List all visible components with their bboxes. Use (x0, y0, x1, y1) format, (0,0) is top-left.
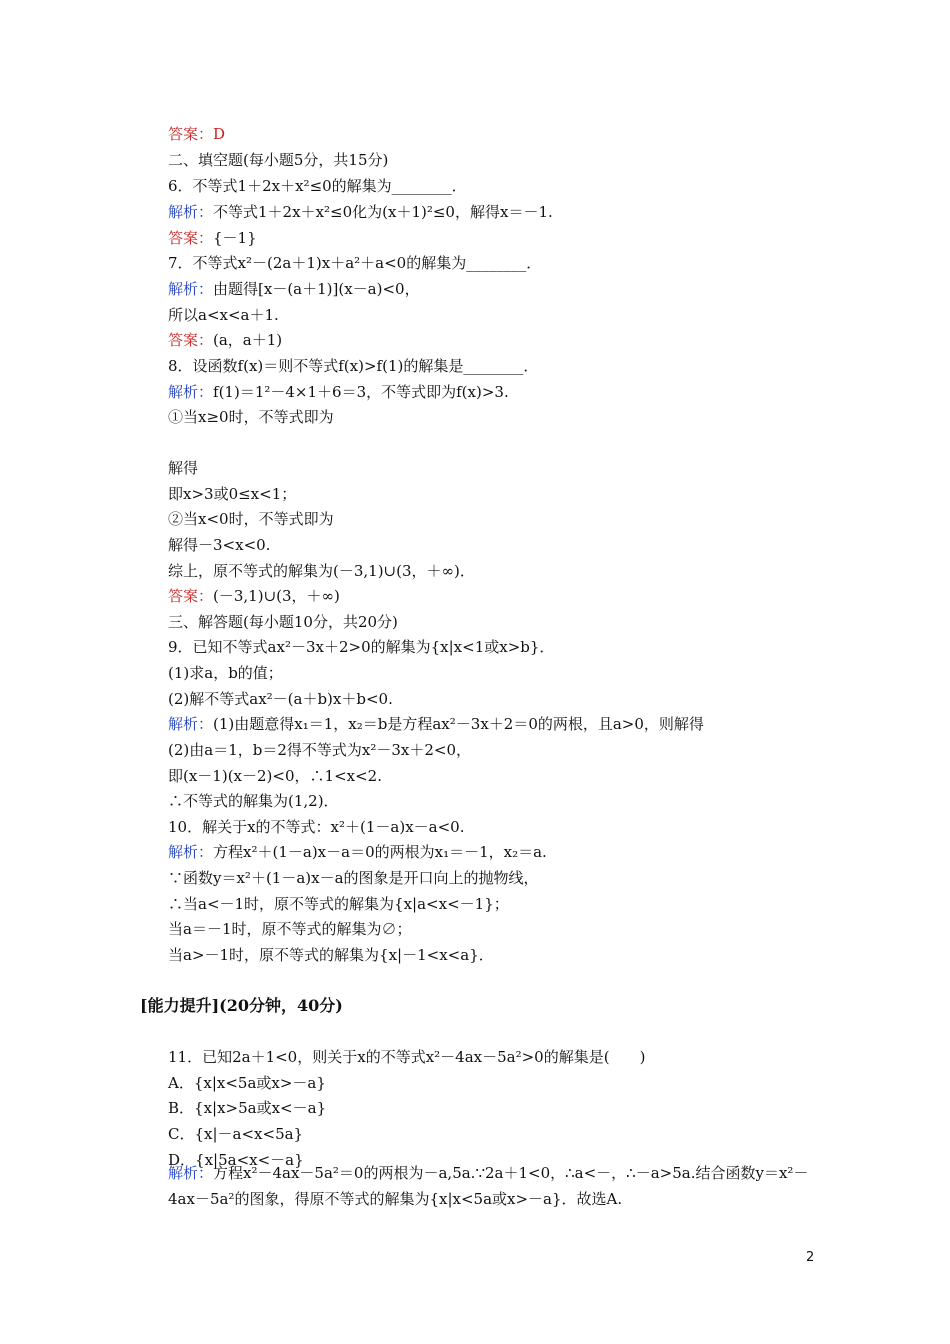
text-line: ②当x<0时，不等式即为 (168, 510, 334, 528)
question-8: 8．设函数f(x)＝则不等式f(x)>f(1)的解集是________． (168, 357, 539, 375)
option-d: D．{x|5a<x<－a} (168, 1151, 304, 1169)
section-heading: 二、填空题(每小题5分，共15分) (168, 151, 389, 169)
analysis-line: 解析：不等式1＋2x＋x²≤0化为(x＋1)²≤0，解得x＝－1. (168, 203, 553, 221)
text-line: ∵函数y＝x²＋(1－a)x－a的图象是开口向上的抛物线， (168, 869, 539, 887)
answer-line: 答案：D (168, 125, 226, 143)
page-number: 2 (806, 1250, 815, 1265)
analysis-paragraph: 解析：方程x²－4ax－5a²＝0的两根为－a,5a.∵2a＋1<0，∴a<－，∴－a>5a.结合函数y＝x²－4ax－5a²的图象，得原不等式的解集为{x|x<5a或x>－a}．故选A. (168, 1164, 809, 1208)
text-line: ①当x≥0时，不等式即为 (168, 408, 334, 426)
text-line: 解得 (168, 459, 199, 477)
option-b: B．{x|x>5a或x<－a} (168, 1099, 327, 1117)
analysis-line: 解析：方程x²＋(1－a)x－a＝0的两根为x₁＝－1，x₂＝a. (168, 843, 547, 861)
question-7: 7．不等式x²－(2a＋1)x＋a²＋a<0的解集为________． (168, 254, 542, 272)
text-line: ∴不等式的解集为(1,2)． (168, 792, 339, 810)
question-11: 11．已知2a＋1<0，则关于x的不等式x²－4ax－5a²>0的解集是( ) (168, 1048, 646, 1066)
analysis-line: 解析：f(1)＝1²－4×1＋6＝3，不等式即为f(x)>3. (168, 383, 509, 401)
text-line: 即(x－1)(x－2)<0，∴1<x<2. (168, 767, 382, 785)
answer-line: 答案：(－3,1)∪(3，＋∞) (168, 587, 340, 605)
text-line: 综上，原不等式的解集为(－3,1)∪(3，＋∞)． (168, 562, 475, 580)
analysis-line: 解析：由题得[x－(a＋1)](x－a)<0， (168, 280, 420, 298)
text-line: 当a＝－1时，原不等式的解集为∅； (168, 920, 412, 938)
text-line: 解得－3<x<0. (168, 536, 271, 554)
text-line: 所以a<x<a＋1. (168, 306, 279, 324)
section-heading-ability: [能力提升](20分钟，40分) (140, 996, 343, 1015)
answer-line: 答案：(a，a＋1) (168, 331, 283, 349)
text-line: 即x>3或0≤x<1； (168, 485, 297, 503)
question-9: 9．已知不等式ax²－3x＋2>0的解集为{x|x<1或x>b}． (168, 638, 555, 656)
text-line: (1)求a，b的值； (168, 664, 283, 682)
option-a: A．{x|x<5a或x>－a} (168, 1074, 326, 1092)
question-6: 6．不等式1＋2x＋x²≤0的解集为________． (168, 177, 467, 195)
text-line: (2)由a＝1，b＝2得不等式为x²－3x＋2<0， (168, 741, 472, 759)
section-heading: 三、解答题(每小题10分，共20分) (168, 613, 398, 631)
text-line: 当a>－1时，原不等式的解集为{x|－1<x<a}． (168, 946, 494, 964)
question-10: 10．解关于x的不等式：x²＋(1－a)x－a<0. (168, 818, 465, 836)
answer-line: 答案：{－1} (168, 229, 257, 247)
analysis-line: 解析：(1)由题意得x₁＝1，x₂＝b是方程ax²－3x＋2＝0的两根，且a>0，则解得 (168, 715, 704, 733)
text-line: (2)解不等式ax²－(a＋b)x＋b<0. (168, 690, 393, 708)
option-c: C．{x|－a<x<5a} (168, 1125, 304, 1143)
text-line: ∴当a<－1时，原不等式的解集为{x|a<x<－1}； (168, 895, 509, 913)
